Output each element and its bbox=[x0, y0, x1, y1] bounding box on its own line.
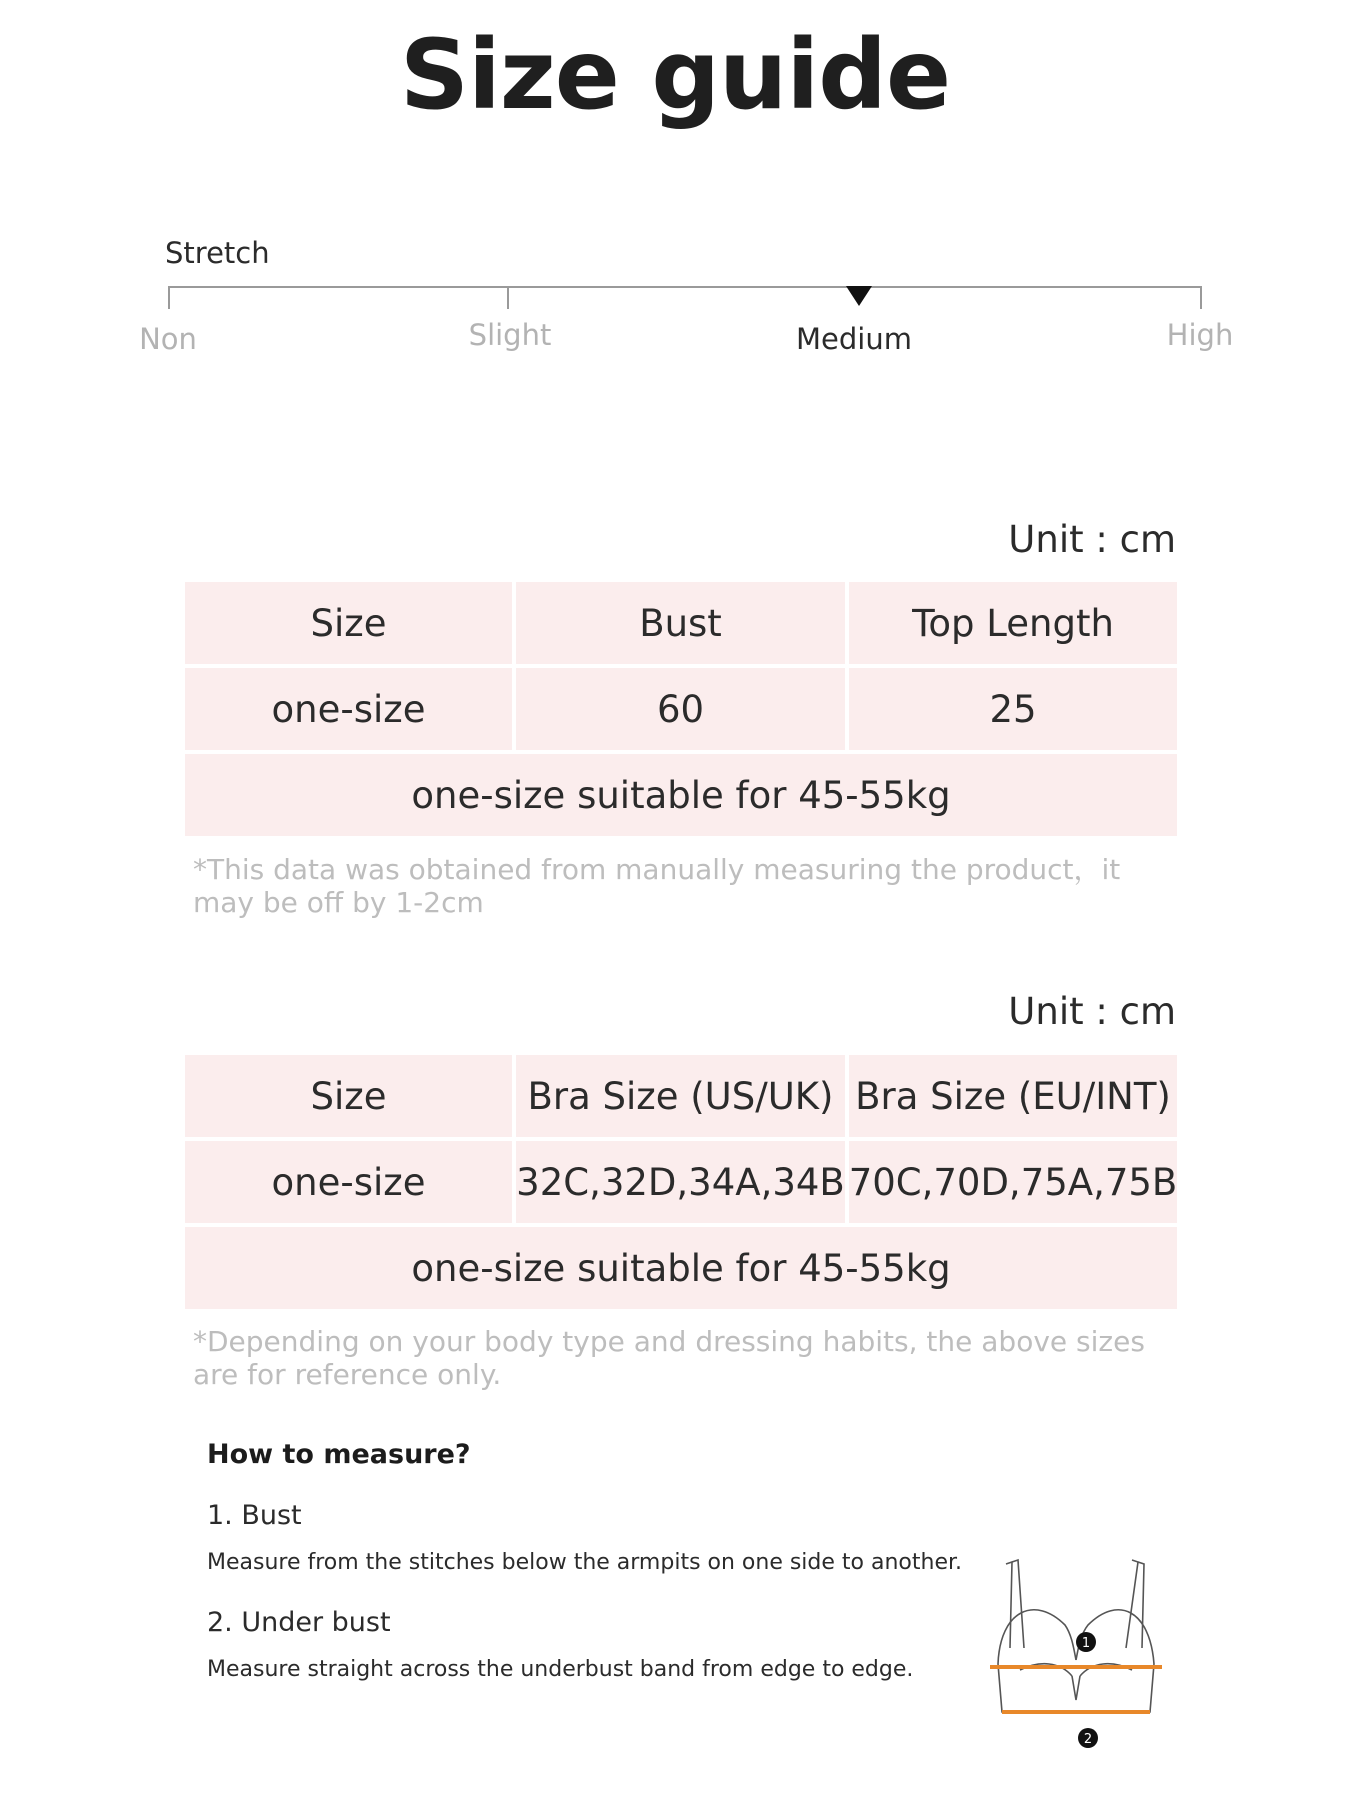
measure-item-underbust-desc: Measure straight across the underbust band from edge to edge. bbox=[207, 1657, 914, 1682]
weight-note: one-size suitable for 45-55kg bbox=[185, 1227, 1177, 1309]
measure-item-bust-title: 1. Bust bbox=[207, 1500, 302, 1531]
cell-size: one-size bbox=[185, 1141, 512, 1223]
stretch-tick-high bbox=[1200, 287, 1202, 309]
stretch-tick-slight bbox=[507, 287, 509, 309]
measurement-table bbox=[185, 582, 1177, 840]
stretch-scale-line bbox=[168, 286, 1202, 288]
page-title: Size guide bbox=[399, 19, 951, 131]
stretch-level-high: High bbox=[1166, 318, 1234, 352]
stretch-tick-non bbox=[168, 287, 170, 309]
table1-footnote: *This data was obtained from manually measuring the product，it may be off by 1-2cm bbox=[193, 853, 1121, 919]
stretch-label: Stretch bbox=[165, 236, 270, 270]
header-bra-size-us-uk: Bra Size (US/UK) bbox=[516, 1055, 845, 1137]
bra-size-table bbox=[185, 1055, 1177, 1313]
stretch-level-medium: Medium bbox=[796, 322, 912, 356]
cell-bra-size-us-uk: 32C,32D,34A,34B bbox=[516, 1141, 845, 1223]
header-bra-size-eu-int: Bra Size (EU/INT) bbox=[849, 1055, 1177, 1137]
marker-1-label: 1 bbox=[1081, 1636, 1091, 1651]
cell-bust: 60 bbox=[516, 668, 845, 750]
table-row bbox=[185, 1141, 1177, 1223]
how-to-measure-title: How to measure? bbox=[207, 1439, 471, 1470]
measure-item-bust-desc: Measure from the stitches below the armpits on one side to another. bbox=[207, 1550, 963, 1575]
measure-item-underbust-title: 2. Under bust bbox=[207, 1607, 391, 1638]
cell-top-length: 25 bbox=[849, 668, 1177, 750]
table-row bbox=[185, 668, 1177, 750]
table2-unit: Unit : cm bbox=[1008, 990, 1176, 1033]
cell-bra-size-eu-int: 70C,70D,75A,75B bbox=[849, 1141, 1177, 1223]
table-header-row bbox=[185, 582, 1177, 664]
cell-size: one-size bbox=[185, 668, 512, 750]
table1-unit: Unit : cm bbox=[1008, 518, 1176, 561]
stretch-selected-marker-icon bbox=[846, 286, 872, 306]
weight-note: one-size suitable for 45-55kg bbox=[185, 754, 1177, 836]
table2-footnote: *Depending on your body type and dressing habits, the above sizes are for reference only. bbox=[193, 1325, 1145, 1391]
header-top-length: Top Length bbox=[849, 582, 1177, 664]
header-bust: Bust bbox=[516, 582, 845, 664]
stretch-level-slight: Slight bbox=[468, 318, 552, 352]
table-note-row bbox=[185, 1227, 1177, 1309]
marker-2-label: 2 bbox=[1083, 1732, 1093, 1747]
table-note-row bbox=[185, 754, 1177, 836]
header-size: Size bbox=[185, 582, 512, 664]
header-size: Size bbox=[185, 1055, 512, 1137]
table-header-row bbox=[185, 1055, 1177, 1137]
stretch-level-non: Non bbox=[139, 322, 197, 356]
bra-diagram-icon bbox=[980, 1550, 1170, 1750]
